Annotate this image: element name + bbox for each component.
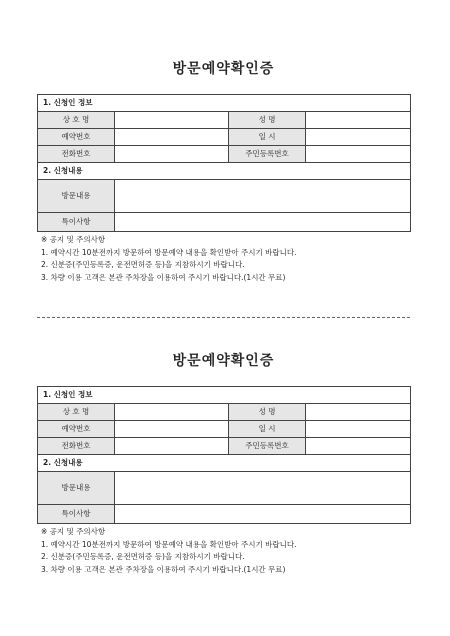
visit-content-field[interactable] bbox=[115, 180, 411, 213]
phone-label: 전화번호 bbox=[38, 438, 115, 455]
name-label: 성 명 bbox=[229, 112, 306, 129]
notice-section bbox=[37, 526, 410, 576]
remarks-field[interactable] bbox=[115, 505, 411, 524]
date-label: 일 시 bbox=[229, 129, 306, 146]
name-field[interactable] bbox=[306, 404, 411, 421]
notice-item: 2. 신분증(주민등록증, 운전면허증 등)을 지참하시기 바랍니다. bbox=[41, 260, 245, 269]
id-no-field[interactable] bbox=[306, 438, 411, 455]
notice-item: 3. 차량 이용 고객은 본관 주차장을 이용하여 주시기 바랍니다.(1시간 무료) bbox=[41, 272, 286, 282]
name-label: 성 명 bbox=[229, 404, 306, 421]
company-field[interactable] bbox=[115, 404, 229, 421]
visit-content-label: 방문내용 bbox=[38, 472, 115, 505]
phone-field[interactable] bbox=[115, 438, 229, 455]
id-no-label: 주민등록번호 bbox=[229, 146, 306, 163]
date-label: 일 시 bbox=[229, 421, 306, 438]
phone-field[interactable] bbox=[115, 146, 229, 163]
notice-item: 1. 예약시간 10분전까지 방문하여 방문예약 내용을 확인받아 주시기 바랍니다. bbox=[41, 539, 297, 549]
reservation-form-bottom bbox=[37, 350, 410, 576]
section-request-content: 2. 신청내용 bbox=[38, 455, 411, 472]
notice-title: ※ 공지 및 주의사항 bbox=[41, 235, 106, 244]
reservation-no-label: 예약번호 bbox=[38, 421, 115, 438]
date-field[interactable] bbox=[306, 421, 411, 438]
applicant-table bbox=[37, 386, 411, 524]
section-applicant-info: 1. 신청인 정보 bbox=[38, 95, 411, 112]
reservation-no-label: 예약번호 bbox=[38, 129, 115, 146]
date-field[interactable] bbox=[306, 129, 411, 146]
notice-item: 3. 차량 이용 고객은 본관 주차장을 이용하여 주시기 바랍니다.(1시간 무료) bbox=[41, 564, 286, 574]
notice-item: 1. 예약시간 10분전까지 방문하여 방문예약 내용을 확인받아 주시기 바랍니다. bbox=[41, 247, 297, 257]
company-label: 상 호 명 bbox=[38, 404, 115, 421]
applicant-table bbox=[37, 94, 411, 232]
form-title: 방문예약확인증 bbox=[172, 353, 275, 369]
section-applicant-info: 1. 신청인 정보 bbox=[38, 387, 411, 404]
form-title: 방문예약확인증 bbox=[172, 61, 275, 77]
reservation-no-field[interactable] bbox=[115, 421, 229, 438]
visit-content-label: 방문내용 bbox=[38, 180, 115, 213]
remarks-label: 특이사항 bbox=[38, 505, 115, 524]
remarks-field[interactable] bbox=[115, 213, 411, 232]
notice-section bbox=[37, 234, 410, 284]
notice-title: ※ 공지 및 주의사항 bbox=[41, 527, 106, 536]
remarks-label: 특이사항 bbox=[38, 213, 115, 232]
name-field[interactable] bbox=[306, 112, 411, 129]
company-field[interactable] bbox=[115, 112, 229, 129]
cut-line bbox=[37, 317, 410, 318]
visit-content-field[interactable] bbox=[115, 472, 411, 505]
id-no-label: 주민등록번호 bbox=[229, 438, 306, 455]
company-label: 상 호 명 bbox=[38, 112, 115, 129]
section-request-content: 2. 신청내용 bbox=[38, 163, 411, 180]
id-no-field[interactable] bbox=[306, 146, 411, 163]
reservation-no-field[interactable] bbox=[115, 129, 229, 146]
phone-label: 전화번호 bbox=[38, 146, 115, 163]
notice-item: 2. 신분증(주민등록증, 운전면허증 등)을 지참하시기 바랍니다. bbox=[41, 552, 245, 561]
reservation-form-top bbox=[37, 58, 410, 284]
